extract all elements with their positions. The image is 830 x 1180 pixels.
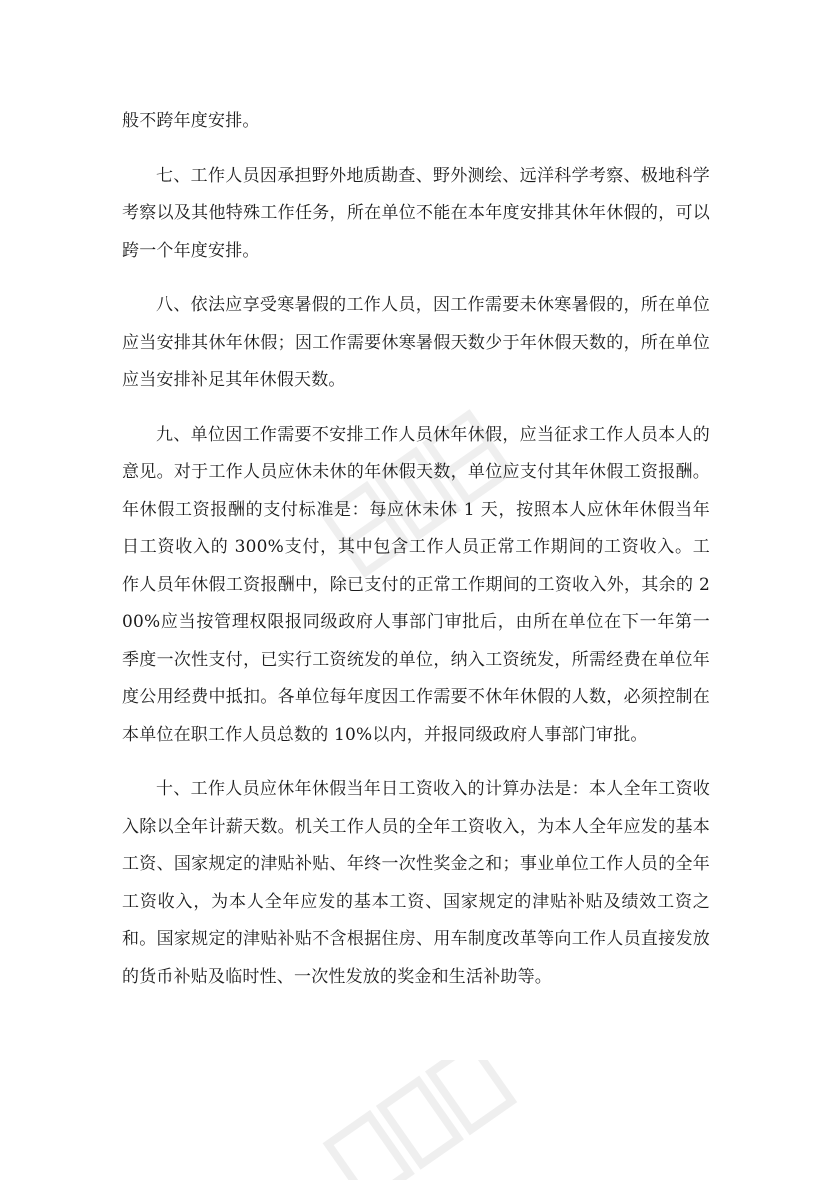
paragraph-item-10: 十、工作人员应休年休假当年日工资收入的计算办法是：本人全年工资收入除以全年计薪天数。机关工作人员的全年工资收入，为本人全年应发的基本工资、国家规定的津贴补贴、年终一次性奖金之和；事业单位工作人员的全年工资收入，为本人全年应发的基本工资、国家规定的津贴补贴及绩效工资之和。国家规定的津贴补贴不含根据住房、用车制度改革等向工作人员直接发放的货币补贴及临时性、一次性发放的奖金和生活补助等。	[122, 779, 710, 987]
document-body	[122, 103, 710, 1013]
paragraph-item-9: 九、单位因工作需要不安排工作人员休年休假，应当征求工作人员本人的意见。对于工作人员应休未休的年休假天数，单位应支付其年休假工资报酬。年休假工资报酬的支付标准是：每应休未休 1 天，按照本人应休年休假当年日工资收入的 300%支付，其中包含工作人员正常工作期间的工资收入。工作人员年休假工资报酬中，除已支付的正常工作期间的工资收入外，其余的 200%应当按管理权限报同级政府人事部门审批后，由所在单位在下一年第一季度一次性支付，已实行工资统发的单位，纳入工资统发，所需经费在单位年度公用经费中抵扣。各单位每年度因工作需要不休年休假的人数，必须控制在本单位在职工作人员总数的 10%以内，并报同级政府人事部门审批。	[122, 424, 710, 745]
paragraph-item-7: 七、工作人员因承担野外地质勘查、野外测绘、远洋科学考察、极地科学考察以及其他特殊工作任务，所在单位不能在本年度安排其休年休假的，可以跨一个年度安排。	[122, 165, 710, 261]
paragraph-item-8: 八、依法应享受寒暑假的工作人员，因工作需要未休寒暑假的，所在单位应当安排其休年休假；因工作需要休寒暑假天数少于年休假天数的，所在单位应当安排补足其年休假天数。	[122, 295, 710, 390]
watermark-stamp-icon	[300, 1060, 530, 1180]
paragraph-continuation: 般不跨年度安排。	[122, 111, 260, 131]
